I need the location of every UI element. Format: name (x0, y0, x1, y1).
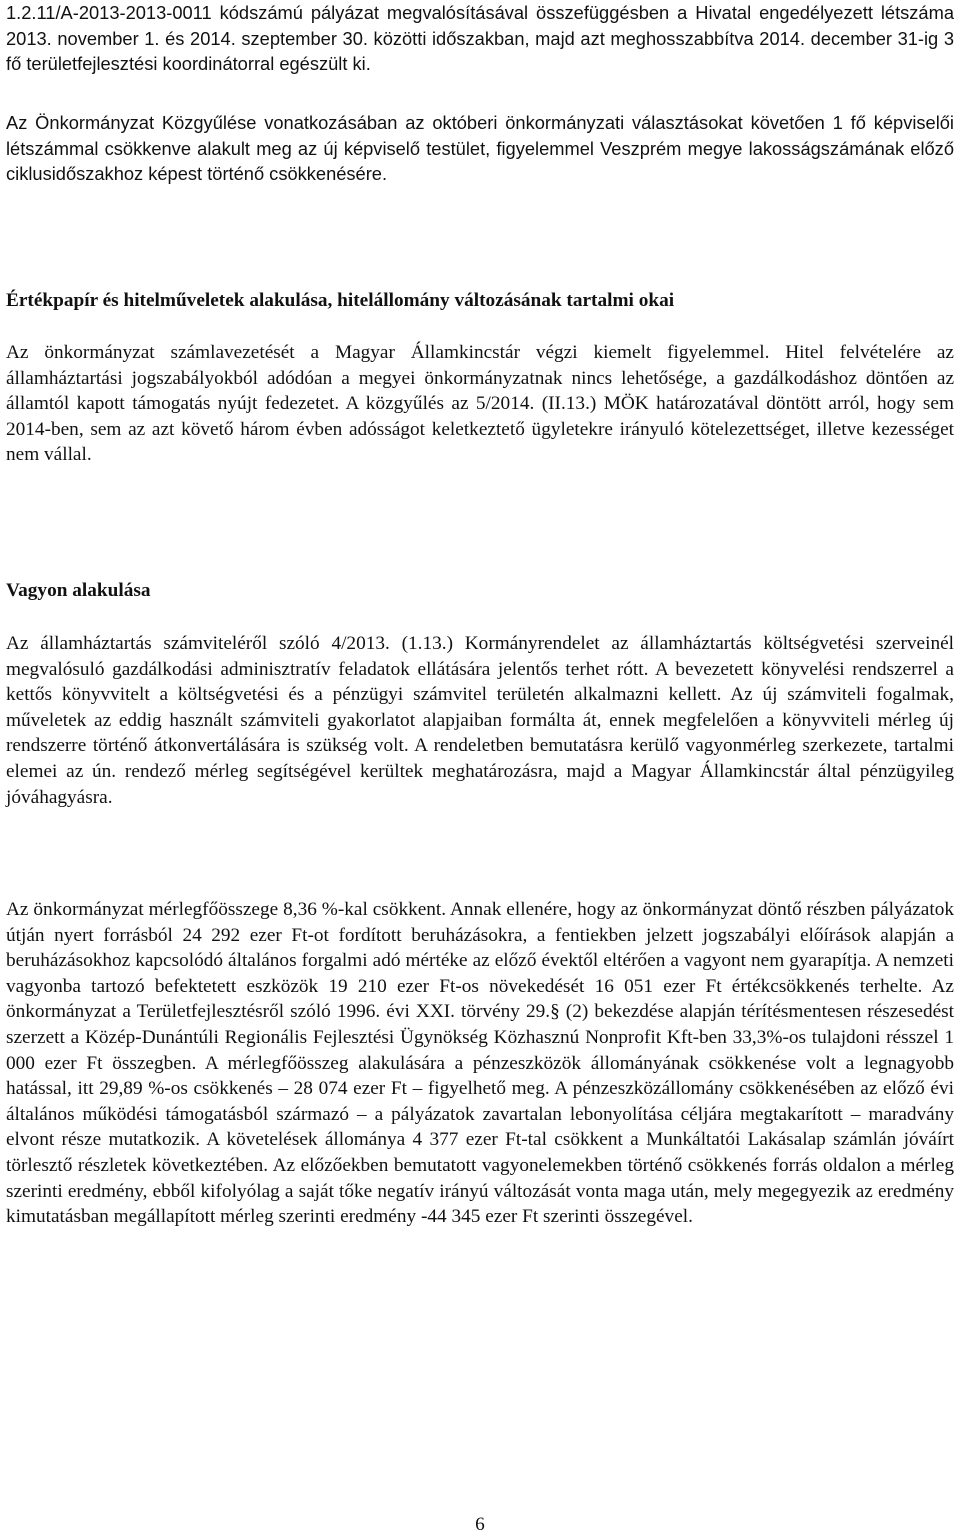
paragraph-accounting-regulation: Az államháztartás számviteléről szóló 4/2013. (1.13.) Kormányrendelet az államháztartás költségvetési szerveinél megvalósuló gazdálkodási adminisztratív feladatok ellátására jelentős terhet rótt. A bevezetett könyvelési rendszerrel a kettős könyvvitelt a költségvetési és a pénzügyi számvitel területén alkalmazni kellett. Az új számviteli fogalmak, műveletek az eddig használt számviteli gyakorlatot alapjaiban formálta át, ennek megfelelően a könyvviteli mérleg új rendszerre történő átkonvertálására is szükség volt. A rendeletben bemutatásra kerülő vagyonmérleg szerkezete, tartalmi elemei az ún. rendező mérleg segítségével kerültek meghatározásra, majd a Magyar Államkincstár által pénzügyileg jóváhagyásra. (6, 633, 954, 808)
heading-assets: Vagyon alakulása (6, 580, 151, 601)
paragraph-staffing: 1.2.11/A-2013-2013-0011 kódszámú pályázat megvalósításával összefüggésben a Hivatal engedélyezett létszáma 2013. november 1. és 2014. szeptember 30. közötti időszakban, majd azt meghosszabbítva 2014. december 31-ig 3 fő területfejlesztési koordinátorral egészült ki. (6, 2, 954, 75)
paragraph-account-management: Az önkormányzat számlavezetését a Magyar Államkincstár végzi kiemelt figyelemmel. Hitel felvételére az államháztartási jogszabályokból adódóan a megyei önkormányzatnak nincs lehetősége, a gazdálkodáshoz döntően az államtól kapott támogatás nyújt fedezetet. A közgyűlés az 5/2014. (II.13.) MÖK határozatával döntött arról, hogy sem 2014-ben, sem az azt követő három évben adósságot keletkeztető ügyletekre irányuló kötelezettséget, illetve kezességet nem vállal. (6, 342, 954, 466)
heading-securities-credit: Értékpapír és hitelműveletek alakulása, hitelállomány változásának tartalmi okai (6, 290, 675, 311)
paragraph-balance-sheet: Az önkormányzat mérlegfőösszege 8,36 %-kal csökkent. Annak ellenére, hogy az önkormányzat döntő részben pályázatok útján nyert forrásból 24 292 ezer Ft-ot fordított beruházásokra, a fentiekben jelzett jogszabályi előírások alapján a beruházásokhoz kapcsolódó általános forgalmi adó mértéke az előző évektől eltérően a vagyont nem gyarapítja. A nemzeti vagyonba tartozó befektetett eszközök 19 210 ezer Ft-os növekedését 16 051 ezer Ft értékcsökkenés terhelte. Az önkormányzat a Területfejlesztésről szóló 1996. évi XXI. törvény 29.§ (2) bekezdése alapján térítésmentesen részesedést szerzett a Közép-Dunántúli Regionális Fejlesztési Ügynökség Közhasznú Nonprofit Kft-ben 33,3%-os tulajdoni résszel 1 000 ezer Ft összegben. A mérlegfőösszeg alakulására a pénzeszközök állományának csökkenése volt a legnagyobb hatással, itt 29,89 %-os csökkenés – 28 074 ezer Ft – figyelhető meg. A pénzeszközállomány csökkenésében az előző évi általános működési támogatásból származó – a pályázatok zavartalan lebonyolítása céljára megtakarított – maradvány elvont része mutatkozik. A követelések állománya 4 377 ezer Ft-tal csökkent a Munkáltatói Lakásalap számlán jóváírt törlesztő részletek következtében. Az előzőekben bemutatott vagyonelemekben történő csökkenés forrás oldalon a mérleg szerinti eredmény, ebből kifolyólag a saját tőke negatív irányú változását vonta maga után, mely megegyezik az eredmény kimutatásban megállapított mérleg szerinti eredmény -44 345 ezer Ft szerinti összegével. (6, 899, 954, 1228)
paragraph-assembly: Az Önkormányzat Közgyűlése vonatkozásában az októberi önkormányzati választásokat követően 1 fő képviselői létszámmal csökkenve alakult meg az új képviselő testület, figyelemmel Veszprém megye lakosságszámának előző ciklusidőszakhoz képest történő csökkenésére. (6, 112, 954, 185)
page-number: 6 (475, 1514, 485, 1535)
